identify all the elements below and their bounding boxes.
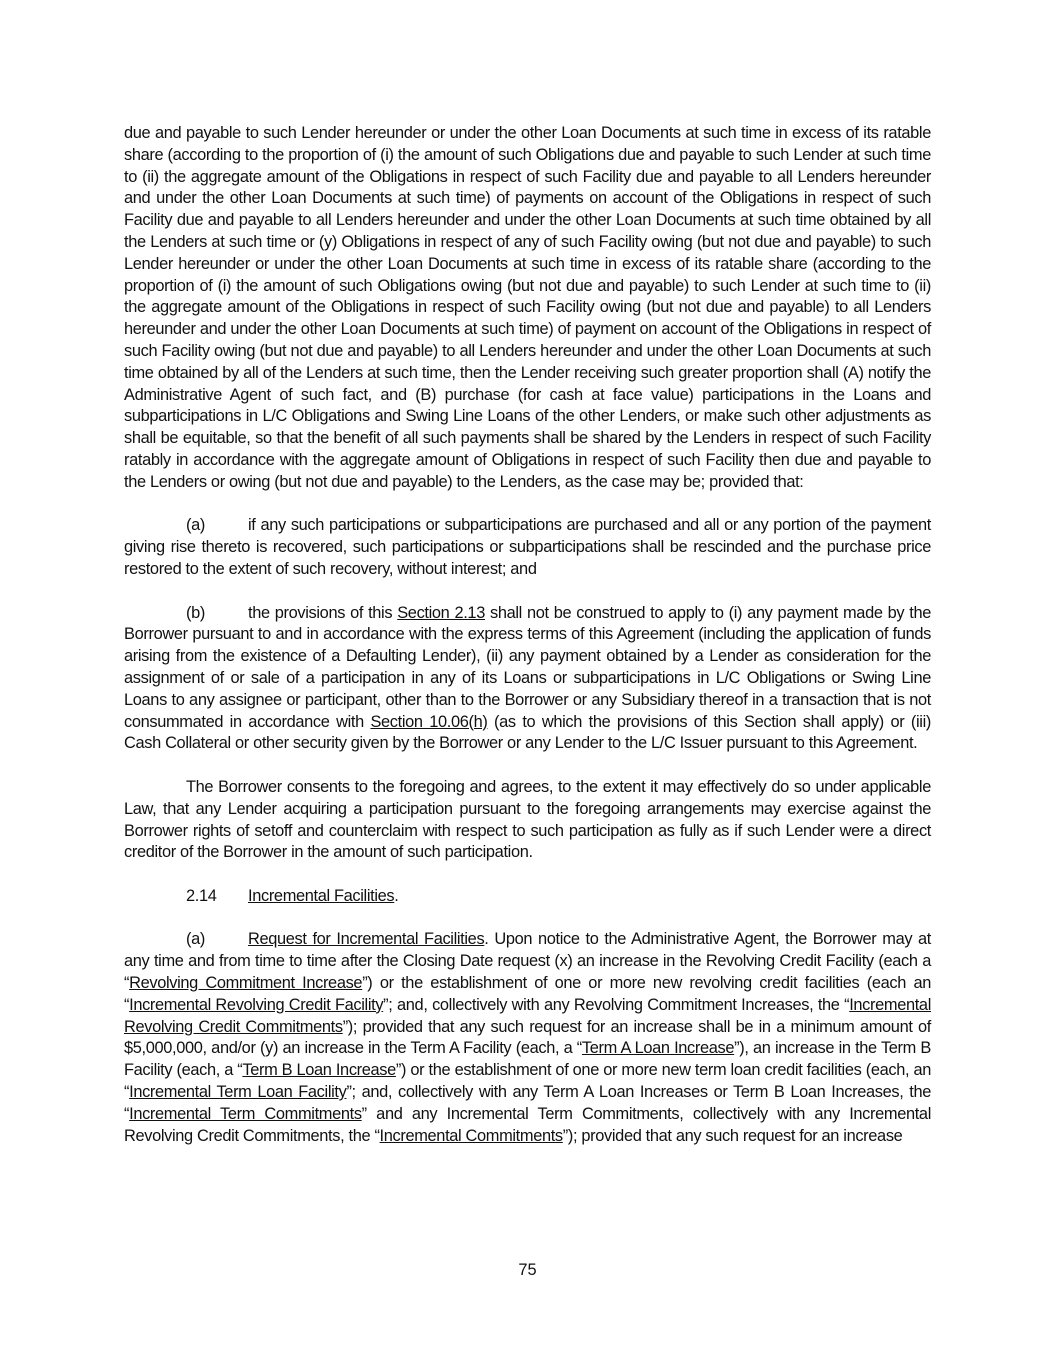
- section-reference: Section 2.13: [397, 603, 485, 622]
- clause-text: the provisions of this: [248, 603, 398, 622]
- clause-text: ”); provided that any such request for an increase shall be in a minimum amount of $5,000,000, and/or (y) an increase in the Term A Facility (each, a “: [124, 1017, 932, 1058]
- page-number: 75: [518, 1261, 537, 1279]
- defined-term: Term B Loan Increase: [242, 1061, 396, 1080]
- paragraph-gap: [124, 755, 931, 777]
- defined-term: Term A Loan Increase: [581, 1039, 735, 1058]
- paragraph-gap: [124, 864, 931, 886]
- paragraph-borrower-consents: The Borrower consents to the foregoing and agrees, to the extent it may effectively do so under applicable Law, that any Lender acquiring a participation pursuant to the foregoing arrangements may exercise against the Borrower rights of setoff and counterclaim with respect to such participation as fully as if such Lender were a direct creditor of the Borrower in the amount of such participation.: [124, 777, 931, 862]
- clause-label: (b): [186, 603, 205, 622]
- defined-term: Revolving Commitment Increase: [129, 974, 363, 993]
- defined-term: Incremental Term Commitments: [129, 1104, 362, 1123]
- defined-term: Incremental Revolving Credit Facility: [129, 995, 384, 1014]
- clause-label: (a): [186, 930, 205, 949]
- clause-text: ”) or the establishment of one or more new revolving credit facilities (each an “: [124, 974, 931, 1014]
- document-page: [124, 123, 931, 1147]
- clause-text: ”), an increase in the Term B Facility (each, a “: [124, 1039, 931, 1080]
- clause-title: Request for Incremental Facilities: [248, 930, 485, 949]
- clause-label: (a): [186, 516, 205, 535]
- paragraph-sharing-payments: due and payable to such Lender hereunder or under the other Loan Documents at such time in excess of its ratable share (according to the proportion of (i) the amount of such Obligations due and payable to such Lender at such time to (ii) the aggregate amount of the Obligations in respect of such Facility due and payable to all Lenders hereunder and under the other Loan Documents at such time) of payments on account of the Obligations in respect of such Facility due and payable to all Lenders hereunder and under the other Loan Documents at such time obtained by all the Lenders at such time or (y) Obligations in respect of any of such Facility owing (but not due and payable) to such Lender hereunder or under the other Loan Documents at such time in excess of its ratable share (according to the proportion of (i) the amount of such Obligations owing (but not due and payable) to such Lender at such time to (ii) the aggregate amount of the Obligations in respect of such Facility owing (but not due and payable) to all Lenders hereunder and under the other Loan Documents at such time) of payment on account of the Obligations in respect of such Facility owing (but not due and payable) to all Lenders hereunder and under the other Loan Documents at such time obtained by all of the Lenders at such time, then the Lender receiving such greater proportion shall (A) notify the Administrative Agent of such fact, and (B) purchase (for cash at face value) participations in the Loans and subparticipations in L/C Obligations and Swing Line Loans of the other Lenders, or make such other adjustments as shall be equitable, so that the benefit of all such payments shall be shared by the Lenders in respect of such Facility ratably in accordance with the aggregate amount of Obligations in respect of such Facility then due and payable to the Lenders or owing (but not due and payable) to the Lenders, as the case may be; provided that:: [124, 124, 931, 491]
- heading-period: .: [394, 886, 399, 905]
- clause-text: (as to which the provisions of this Section shall apply) or (iii) Cash Collateral or other security given by the Borrower or any Lender to the L/C Issuer pursuant to this Agreement.: [124, 712, 931, 753]
- defined-term: Incremental Revolving Credit Commitments: [124, 995, 931, 1036]
- clause-a-request-incremental: [124, 929, 931, 1147]
- paragraph-gap: [124, 581, 931, 603]
- clause-b-provisions: [124, 603, 931, 756]
- clause-text: shall not be construed to apply to (i) any payment made by the Borrower pursuant to and in accordance with the express terms of this Agreement (including the application of funds arising from the existence of a Defaulting Lender), (ii) any payment obtained by a Lender as consideration for the assignment of or sale of a participation in any of its Loans or subparticipations in L/C Obligations or Swing Line Loans to any assignee or participant, other than to the Borrower or any Subsidiary thereof in a transaction that is not consummated in accordance with: [124, 603, 931, 731]
- section-title: Incremental Facilities: [248, 886, 395, 905]
- paragraph-gap: [124, 494, 931, 516]
- clause-a-recovery: [124, 515, 931, 580]
- section-reference: Section 10.06(h): [370, 712, 488, 731]
- defined-term: Incremental Term Loan Facility: [129, 1083, 347, 1102]
- clause-text: ”; and, collectively with any Term A Loan Increases or Term B Loan Increases, the “: [124, 1083, 931, 1123]
- clause-text: ”) or the establishment of one or more new term loan credit facilities (each, an “: [124, 1061, 931, 1102]
- clause-text: . Upon notice to the Administrative Agent, the Borrower may at any time and from time to time after the Closing Date request (x) an increase in the Revolving Credit Facility (each a “: [124, 930, 932, 993]
- clause-text: ”; and, collectively with any Revolving Commitment Increases, the “: [383, 995, 850, 1014]
- paragraph-gap: [124, 908, 931, 930]
- section-heading: [186, 886, 931, 908]
- clause-text: ” and any Incremental Term Commitments, collectively with any Incremental Revolving Credit Commitments, the “: [124, 1104, 931, 1145]
- section-number: 2.14: [186, 886, 217, 905]
- clause-text: if any such participations or subparticipations are purchased and all or any portion of the payment giving rise thereto is recovered, such participations or subparticipations shall be rescinded and the purchase price restored to the extent of such recovery, without interest; and: [124, 516, 931, 578]
- clause-text: ”); provided that any such request for an increase: [562, 1126, 903, 1145]
- defined-term: Incremental Commitments: [379, 1126, 563, 1145]
